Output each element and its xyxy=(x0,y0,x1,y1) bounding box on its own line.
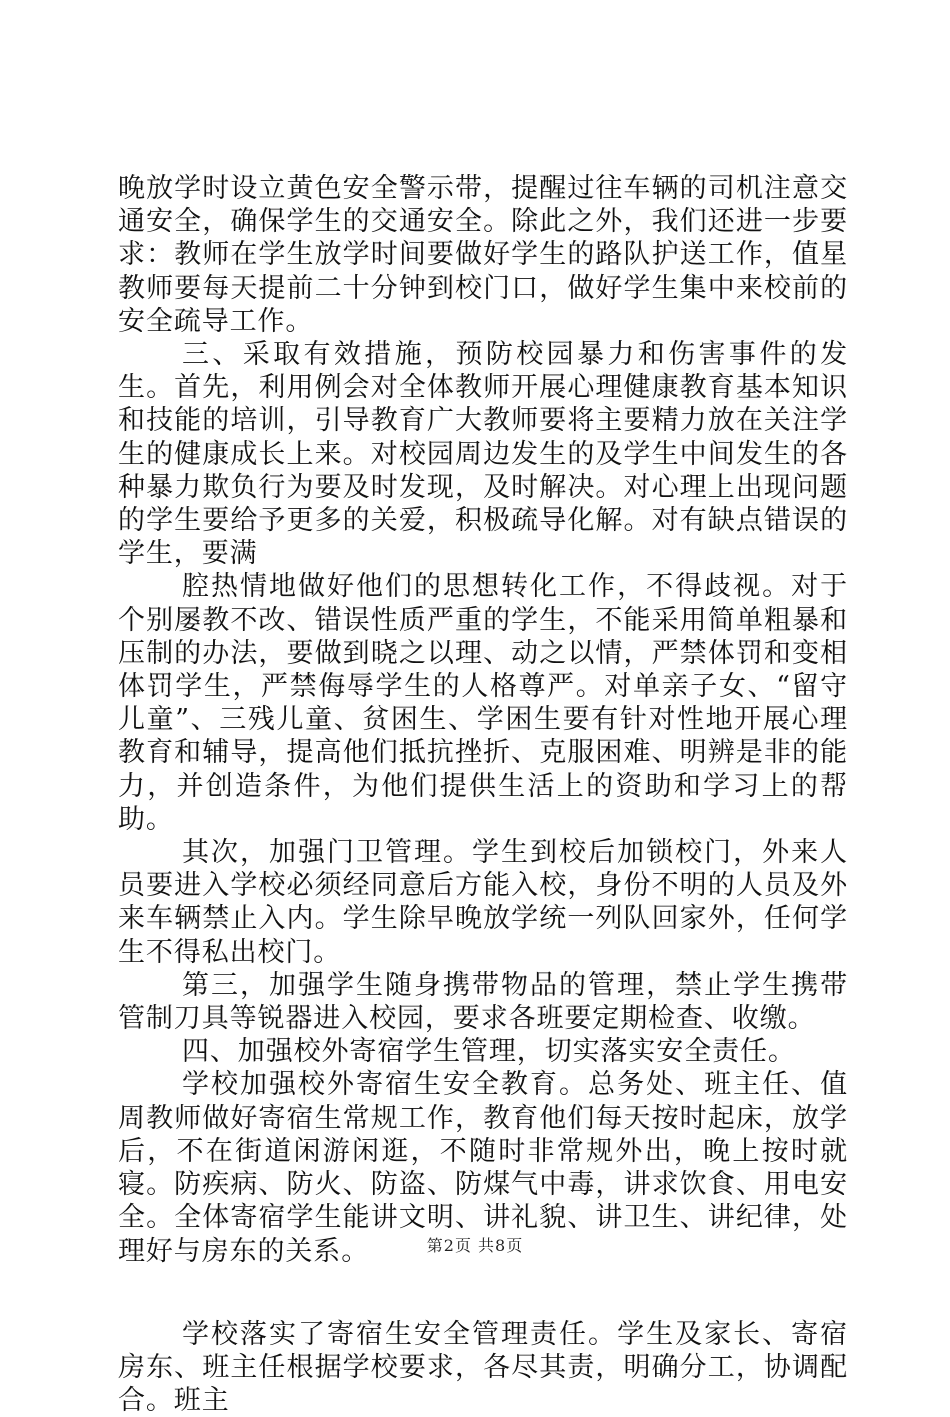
paragraph-gap xyxy=(118,1268,848,1318)
paragraph: 三、采取有效措施，预防校园暴力和伤害事件的发生。首先，利用例会对全体教师开展心理健康教育基本知识和技能的培训，引导教育广大教师要将主要精力放在关注学生的健康成长上来。对校园周边发生的及学生中间发生的各种暴力欺负行为要及时发现，及时解决。对心理上出现问题的学生要给予更多的关爱，积极疏导化解。对有缺点错误的学生，要满 xyxy=(118,339,848,570)
page-footer: 第2页 共8页 xyxy=(426,1236,524,1255)
paragraph: 学校加强校外寄宿生安全教育。总务处、班主任、值周教师做好寄宿生常规工作，教育他们每天按时起床，放学后，不在街道闲游闲逛，不随时非常规外出，晚上按时就寝。防疾病、防火、防盗、防煤气中毒，讲求饮食、用电安全。全体寄宿学生能讲文明、讲礼貌、讲卫生、讲纪律，处理好与房东的关系。 xyxy=(118,1069,848,1267)
paragraph: 腔热情地做好他们的思想转化工作，不得歧视。对于个别屡教不改、错误性质严重的学生，不能采用简单粗暴和压制的办法，要做到晓之以理、动之以情，严禁体罚和变相体罚学生，严禁侮辱学生的人格尊严。对单亲子女、“留守儿童”、三残儿童、贫困生、学困生要有针对性地开展心理教育和辅导，提高他们抵抗挫折、克服困难、明辨是非的能力，并创造条件，为他们提供生活上的资助和学习上的帮助。 xyxy=(118,571,848,835)
paragraph: 晚放学时设立黄色安全警示带，提醒过往车辆的司机注意交通安全，确保学生的交通安全。除此之外，我们还进一步要求：教师在学生放学时间要做好学生的路队护送工作，值星教师要每天提前二十分钟到校门口，做好学生集中来校前的安全疏导工作。 xyxy=(118,173,848,337)
paragraph: 其次，加强门卫管理。学生到校后加锁校门，外来人员要进入学校必须经同意后方能入校，身份不明的人员及外来车辆禁止入内。学生除早晚放学统一列队回家外，任何学生不得私出校门。 xyxy=(118,837,848,968)
document-body xyxy=(118,172,848,1417)
paragraph: 第三，加强学生随身携带物品的管理，禁止学生携带管制刀具等锐器进入校园，要求各班要定期检查、收缴。 xyxy=(118,969,848,1035)
paragraph: 四、加强校外寄宿学生管理，切实落实安全责任。 xyxy=(182,1036,796,1068)
paragraph: 学校落实了寄宿生安全管理责任。学生及家长、寄宿房东、班主任根据学校要求，各尽其责，明确分工，协调配合。班主 xyxy=(118,1318,848,1417)
